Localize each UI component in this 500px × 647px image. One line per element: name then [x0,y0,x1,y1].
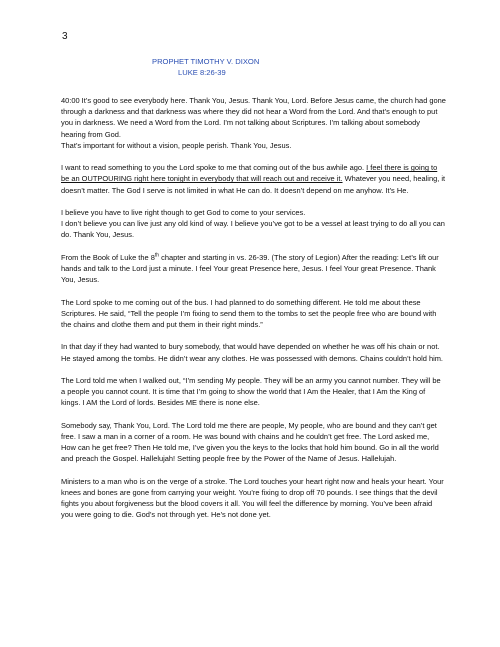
sermon-body [61,95,446,532]
paragraph-text: chapter and starting in vs. 26-39. (The story of Legion) After the reading: Let’s lift our hands and talk to the Lord just a minute. I feel Your great Presence here, Jesus. I feel Your great Presence. Thank You, Jesus. [61,252,439,285]
paragraph [61,95,446,151]
paragraph-text: From the Book of Luke the 8 [61,252,155,262]
paragraph: Ministers to a man who is on the verge of a stroke. The Lord touches your heart right now and heals your heart. Your knees and bones are gone from carrying your weight. You’re fixing to drop off 70 pounds. I see things that the devil fights you about forgiveness but the blood covers it all. You will feel the difference by morning. You’ve been afraid you were going to die. God’s not through yet. He’s not done yet. [61,476,444,520]
scripture-reference: LUKE 8:26-39 [178,68,226,77]
paragraph-text: I want to read something to you the Lord spoke to me that coming out of the bus awhile ago. [61,163,367,173]
paragraph [61,252,446,286]
paragraph [61,207,446,241]
paragraph-text: I don’t believe you can live just any old kind of way. I believe you’ve got to be a vessel at least trying to do all you can do. Thank You, Jesus. [61,219,445,240]
superscript: th [154,252,160,259]
paragraph-text: 40:00 It’s good to see everybody here. Thank You, Jesus. Thank You, Lord. Before Jesus came, the church had gone through a darkness and that darkness was where they did not hear a Word from the Lord. And that’s enough to put you in darkness. We need a Word from the Lord. I’m not talking about Scriptures. I’m talking about somebody hearing from God. [61,96,446,139]
paragraph: The Lord spoke to me coming out of the bus. I had planned to do something different. He told me about these Scriptures. He said, “Tell the people I’m fixing to send them to the tombs to set the people free who are bound with the chains and clothe them and put them in their right minds.” [61,297,437,329]
page-number: 3 [62,31,68,42]
speaker-name: PROPHET TIMOTHY V. DIXON [152,57,260,66]
underlined-text: I feel there is going to be an OUTPOURING right here tonight in everybody that will reach out and receive it. [61,163,438,184]
paragraph-text: Whatever you need, healing, it doesn’t matter. The God I serve is not limited in what He can do. It doesn’t depend on me anyhow. It’s He. [61,174,446,195]
paragraph-text: I believe you have to live right though to get God to come to your services. [61,208,306,217]
paragraph: Somebody say, Thank You, Lord. The Lord told me there are people, My people, who are bound and they can’t get free. I saw a man in a corner of a room. He was bound with chains and he couldn’t get free. The Lord asked me, How can he get free? Then He told me, I’ve given you the keys to the locks that hold him bound. Go in all the world and preach the Gospel. Hallelujah! Setting people free by the Power of the Name of Jesus. Hallelujah. [61,420,439,464]
paragraph: In that day if they had wanted to bury somebody, that would have depended on whether he was off his chain or not. He stayed among the tombs. He didn’t wear any clothes. He was possessed with demons. Chains couldn’t hold him. [61,342,443,363]
paragraph: The Lord told me when I walked out, “I’m sending My people. They will be an army you cannot number. They will be a people you cannot count. It is time that I’m going to show the world that I Am the Healer, that I Am the King of kings. I AM the Lord of lords. Besides ME there is none else. [61,375,441,408]
paragraph [61,162,446,196]
paragraph-text: That’s important for without a vision, people perish. Thank You, Jesus. [61,140,292,150]
